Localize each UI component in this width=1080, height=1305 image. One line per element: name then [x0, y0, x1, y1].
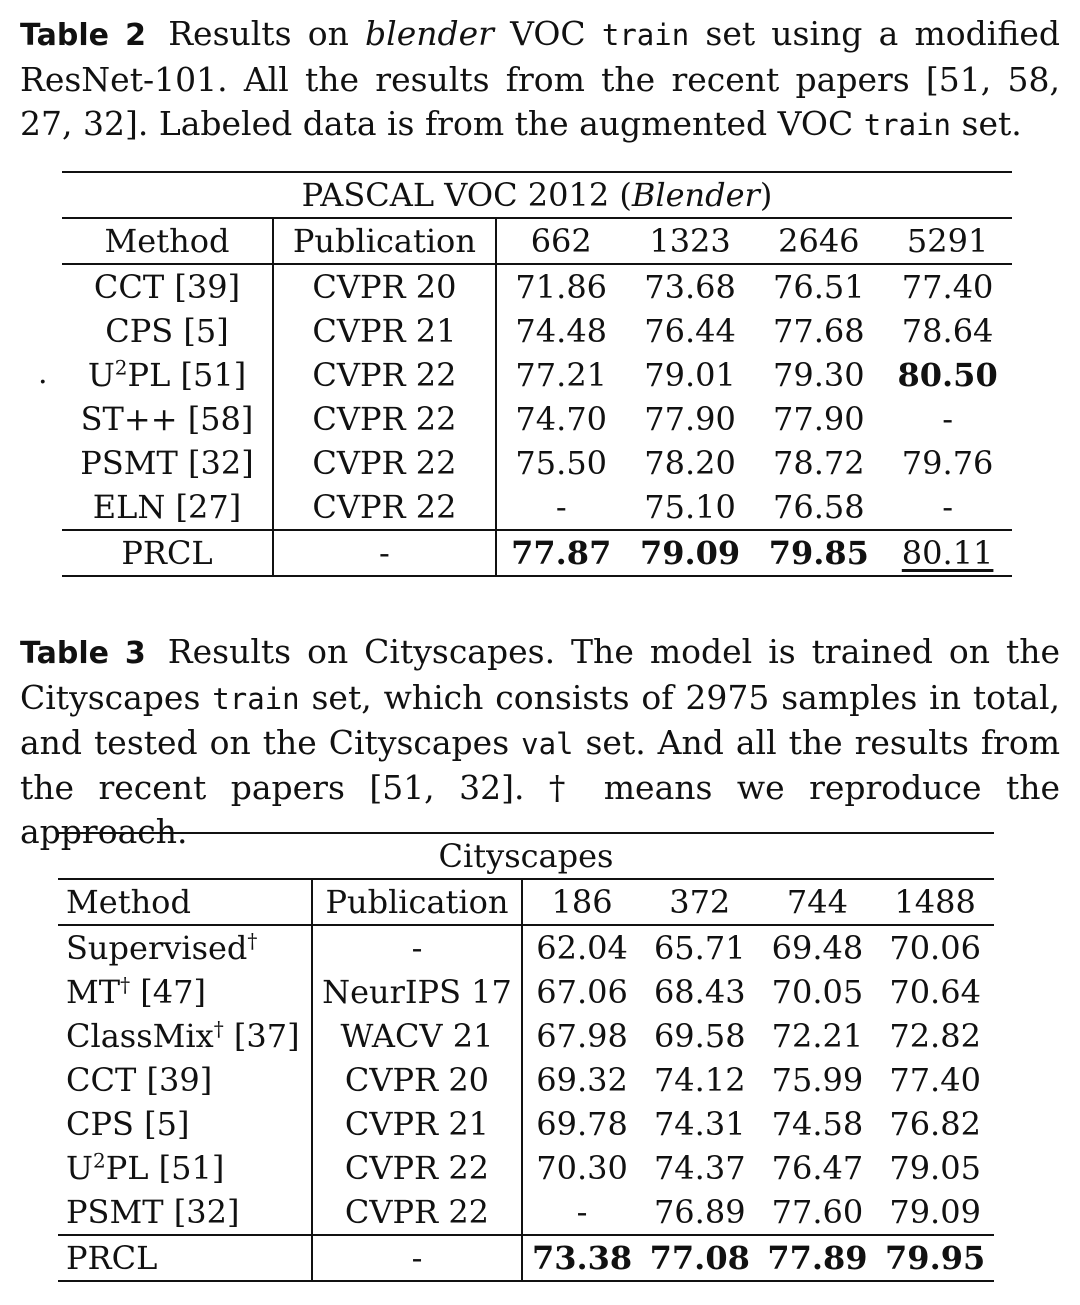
caption-mono: val: [521, 727, 574, 761]
cell: -: [312, 925, 522, 970]
caption-text: set.: [951, 104, 1022, 143]
table-row: [62, 309, 1012, 353]
table2-prcl-row: [62, 530, 1012, 576]
cell-best: 77.08: [649, 1239, 750, 1277]
cell: 79.05: [889, 1149, 981, 1187]
cell: 72.82: [889, 1017, 981, 1055]
caption-mono: train: [863, 108, 952, 142]
cell: 78.72: [773, 444, 865, 482]
caption-italic: blender: [365, 14, 494, 53]
cell: ST++ [58]: [62, 397, 273, 441]
header-2646: 2646: [778, 222, 860, 260]
header-662: 662: [530, 222, 592, 260]
cell: 69.48: [771, 929, 864, 967]
cell-best: 79.85: [768, 534, 869, 572]
cell: -: [273, 530, 496, 576]
cell: 79.09: [889, 1193, 981, 1231]
cell: 77.60: [771, 1193, 864, 1231]
cell: -: [942, 400, 953, 438]
header-1323: 1323: [649, 222, 731, 260]
cell: -: [555, 488, 567, 526]
cell: 76.44: [644, 312, 736, 350]
cell-best: 73.38: [531, 1239, 633, 1277]
table2-group-title: [62, 172, 1012, 218]
cell: -: [312, 1235, 522, 1281]
cell: 70.64: [889, 973, 981, 1011]
table-row: [62, 264, 1012, 309]
header-publication: Publication: [312, 879, 522, 925]
caption-text: VOC: [493, 14, 602, 53]
table-row: [62, 441, 1012, 485]
cell: CVPR 20: [312, 1058, 522, 1102]
cell: 76.82: [889, 1105, 981, 1143]
caption-text: set using a modified ResNet-101. All the results from the recent papers [51, 58, 27, 32]. Labeled data is from the augmented VOC: [20, 14, 1061, 143]
table-row: [58, 1014, 994, 1058]
cell: CVPR 21: [273, 309, 496, 353]
table-row: [58, 925, 994, 970]
cell: -: [576, 1193, 588, 1231]
cell: 72.21: [771, 1017, 864, 1055]
cell-best: 80.50: [897, 356, 998, 394]
cell: PRCL: [62, 530, 273, 576]
table-row: [58, 970, 994, 1014]
table3: [58, 832, 994, 1282]
cell: 74.37: [653, 1149, 746, 1187]
table3-caption-label: Table 3: [20, 636, 146, 671]
header-1488: 1488: [894, 883, 976, 921]
title-suffix: ): [759, 176, 773, 214]
cell: CVPR 22: [273, 441, 496, 485]
cell: Supervised†: [58, 925, 312, 970]
table-row: [58, 1102, 994, 1146]
cell: 77.90: [773, 400, 865, 438]
cell: CCT [39]: [58, 1058, 312, 1102]
caption-mono: train: [601, 18, 690, 52]
cell: 77.21: [515, 356, 608, 394]
table-row: [58, 1146, 994, 1190]
cell: 69.78: [536, 1105, 628, 1143]
cell: $U^2PL$ [51]: [58, 1146, 312, 1190]
table2-caption-label: Table 2: [20, 18, 146, 53]
cell: ClassMix† [37]: [58, 1014, 312, 1058]
table2-header-row: [62, 218, 1012, 264]
cell: 62.04: [536, 929, 628, 967]
cell: 69.58: [653, 1017, 746, 1055]
cell-best: 77.89: [767, 1239, 868, 1277]
cell: MT† [47]: [58, 970, 312, 1014]
cell: 78.20: [644, 444, 736, 482]
cell: 76.47: [771, 1149, 864, 1187]
cell-best: 79.09: [639, 534, 741, 572]
caption-text: Results on Cityscapes. The model is trained on the Cityscapes: [20, 632, 1060, 717]
table-row: [62, 485, 1012, 530]
cell: 69.32: [536, 1061, 628, 1099]
caption-text: set. And all the results from the recent papers [51, 32]. † means we reproduce the approach.: [20, 723, 1060, 851]
cell: PSMT [32]: [58, 1190, 312, 1235]
cell: 79.01: [644, 356, 736, 394]
cell: 74.58: [771, 1105, 864, 1143]
cell: 74.48: [515, 312, 608, 350]
table2-group-title-row: [62, 172, 1012, 218]
cell: 78.64: [901, 312, 994, 350]
cell: 76.51: [773, 268, 865, 306]
cell: CVPR 22: [312, 1146, 522, 1190]
header-372: 372: [669, 883, 731, 921]
cell: 70.06: [889, 929, 981, 967]
cell: 74.12: [653, 1061, 746, 1099]
cell-best: 77.87: [511, 534, 612, 572]
caption-text: Results on: [168, 14, 366, 53]
table3-caption: [20, 630, 1060, 854]
header-186: 186: [551, 883, 613, 921]
cell: 74.70: [515, 400, 608, 438]
header-publication: Publication: [273, 218, 496, 264]
cell: 79.30: [773, 356, 865, 394]
cell: CVPR 22: [273, 397, 496, 441]
cell: 76.58: [773, 488, 865, 526]
table3-header-row: [58, 879, 994, 925]
cell: 75.10: [644, 488, 736, 526]
cell: CVPR 22: [273, 353, 496, 397]
cell: 68.43: [653, 973, 746, 1011]
caption-mono: train: [212, 682, 300, 716]
table-row: [58, 1058, 994, 1102]
header-5291: 5291: [906, 222, 989, 260]
cell-best: 79.95: [885, 1239, 986, 1277]
table3-prcl-row: [58, 1235, 994, 1281]
cell: CVPR 21: [312, 1102, 522, 1146]
header-method: Method: [58, 879, 312, 925]
cell: 67.06: [536, 973, 628, 1011]
cell: NeurIPS 17: [312, 970, 522, 1014]
cell: PRCL: [58, 1235, 312, 1281]
caption-text: set, which consists of 2975 samples in total, and tested on the Cityscapes: [20, 678, 1060, 762]
cell: 73.68: [644, 268, 736, 306]
title-prefix: PASCAL VOC 2012 (: [301, 176, 632, 214]
cell: 74.31: [653, 1105, 746, 1143]
cell: $U^2PL$ [51]: [62, 353, 273, 397]
title-italic: Blender: [631, 176, 760, 214]
cell-second: 80.11: [901, 534, 994, 572]
cell: CVPR 22: [273, 485, 496, 530]
cell: 77.90: [644, 400, 736, 438]
cell: 77.68: [773, 312, 865, 350]
cell: -: [942, 488, 953, 526]
table-row: [58, 1190, 994, 1235]
cell: 77.40: [889, 1061, 981, 1099]
cell: 76.89: [653, 1193, 746, 1231]
cell: 71.86: [515, 268, 608, 306]
cell: 70.30: [536, 1149, 628, 1187]
stray-mark: .: [38, 356, 48, 391]
table2-caption: [20, 12, 1060, 147]
cell: CCT [39]: [62, 264, 273, 309]
cell: 75.99: [771, 1061, 864, 1099]
cell: CVPR 20: [273, 264, 496, 309]
cell: CVPR 22: [312, 1190, 522, 1235]
cell: 70.05: [771, 973, 864, 1011]
table-row: [62, 397, 1012, 441]
cell: 75.50: [515, 444, 608, 482]
table3-group-title-row: [58, 833, 994, 879]
header-method: Method: [62, 218, 273, 264]
table3-group-title: Cityscapes: [58, 833, 994, 879]
cell: 77.40: [901, 268, 994, 306]
cell: CPS [5]: [62, 309, 273, 353]
table2: [62, 171, 1012, 577]
table-row: [62, 353, 1012, 397]
cell: ELN [27]: [62, 485, 273, 530]
cell: 79.76: [901, 444, 994, 482]
cell: PSMT [32]: [62, 441, 273, 485]
header-744: 744: [786, 883, 848, 921]
cell: WACV 21: [312, 1014, 522, 1058]
cell: CPS [5]: [58, 1102, 312, 1146]
cell: 65.71: [653, 929, 746, 967]
cell: 67.98: [536, 1017, 628, 1055]
